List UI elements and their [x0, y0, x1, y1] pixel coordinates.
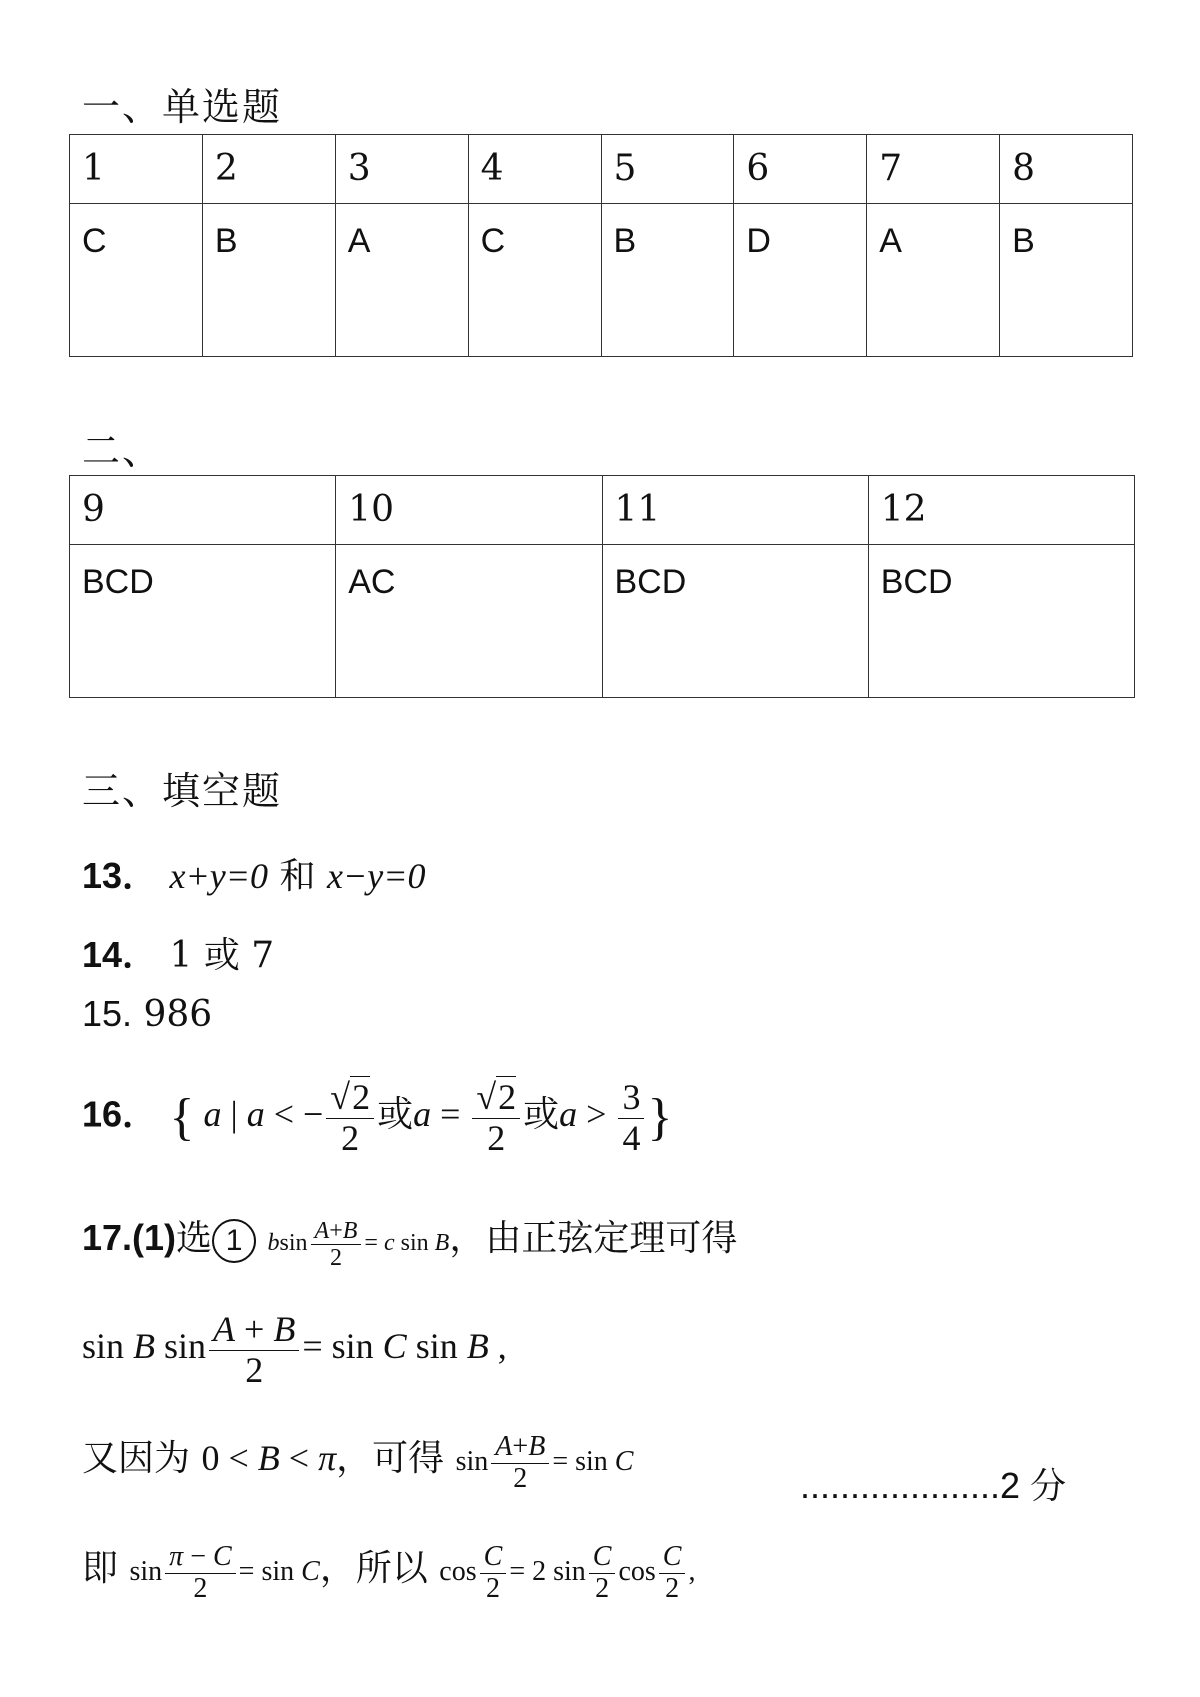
answer-table-multiple-choice — [69, 475, 1135, 698]
answer-cell: B — [1000, 204, 1133, 357]
solution-text: 选 — [176, 1218, 213, 1259]
answer-cell: A — [867, 204, 1000, 357]
answer-text: 1 或 7 — [169, 935, 275, 976]
question-number: 12 — [868, 476, 1134, 545]
math-formula: bsin $\frac{A+B}{2}$ = c sin B — [267, 1217, 450, 1271]
question-number: 15. — [82, 993, 133, 1034]
answer-16 — [82, 1078, 672, 1158]
answer-15 — [82, 993, 212, 1035]
question-number: 5 — [601, 135, 734, 204]
question-number: 9 — [70, 476, 336, 545]
question-number: 7 — [867, 135, 1000, 204]
math-formula: 0 < B < π — [201, 1438, 337, 1478]
solution-17-line-3 — [82, 1430, 633, 1495]
table-row-numbers — [70, 476, 1135, 545]
answer-cell: BCD — [602, 545, 868, 698]
answer-cell: BCD — [868, 545, 1134, 698]
question-number: 14． — [82, 934, 159, 975]
question-number: 8 — [1000, 135, 1133, 204]
question-number: 17.(1) — [82, 1217, 177, 1258]
question-number: 4 — [468, 135, 601, 204]
answer-cell: B — [202, 204, 335, 357]
math-formula: sin B sin $\frac{A + B}{2}$ = sin C sin B , — [82, 1309, 507, 1390]
answer-cell: AC — [336, 545, 602, 698]
answer-14 — [82, 927, 274, 978]
score-marker: ....................2 分 — [800, 1465, 1067, 1506]
solution-text: ，可得 — [336, 1438, 445, 1479]
table-row-answers — [70, 204, 1133, 357]
question-number: 11 — [602, 476, 868, 545]
solution-text: ，所以 — [319, 1548, 428, 1589]
set-expression: { a | a < − $\frac{√2}{2}$ 或a = $\frac{√2}{2}$ 或a > $\frac{3}{4}$ } — [169, 1077, 673, 1158]
math-formula: sin $\frac{\pi - C}{2}$ = sin C — [129, 1541, 320, 1605]
math-expression: x−y=0 — [326, 856, 426, 896]
answer-cell: C — [70, 204, 203, 357]
question-number: 6 — [734, 135, 867, 204]
solution-17-line-4 — [82, 1540, 695, 1605]
section-3-title: 三、填空题 — [82, 769, 283, 813]
math-formula: sin $\frac{A+B}{2}$ = sin C — [455, 1431, 634, 1495]
answer-cell: C — [468, 204, 601, 357]
question-number: 3 — [335, 135, 468, 204]
conjunction: 和 — [279, 856, 316, 897]
question-number: 10 — [336, 476, 602, 545]
section-1-title: 一、单选题 — [82, 85, 283, 129]
solution-text: 又因为 — [82, 1438, 191, 1479]
section-2-title: 二、 — [82, 429, 163, 473]
answer-cell: A — [335, 204, 468, 357]
solution-17-line-2 — [82, 1310, 507, 1390]
answer-cell: D — [734, 204, 867, 357]
math-formula: cos $\frac{C}{2}$ = 2 sin $\frac{C}{2}$ cos $\frac{C}{2}$ , — [439, 1541, 696, 1605]
answer-cell: BCD — [70, 545, 336, 698]
solution-text: 即 — [82, 1548, 119, 1589]
question-number: 16． — [82, 1093, 159, 1135]
solution-text: ，由正弦定理可得 — [449, 1218, 738, 1259]
solution-17-line-1 — [82, 1210, 737, 1271]
circled-number-one: 1 — [212, 1219, 256, 1263]
question-number: 13． — [82, 855, 159, 896]
table-row-answers — [70, 545, 1135, 698]
question-number: 2 — [202, 135, 335, 204]
math-expression: x+y=0 — [169, 856, 269, 896]
question-number: 1 — [70, 135, 203, 204]
answer-cell: B — [601, 204, 734, 357]
table-row-numbers — [70, 135, 1133, 204]
answer-text: 986 — [143, 994, 213, 1035]
answer-13 — [82, 848, 426, 899]
answer-table-single-choice — [69, 134, 1133, 357]
